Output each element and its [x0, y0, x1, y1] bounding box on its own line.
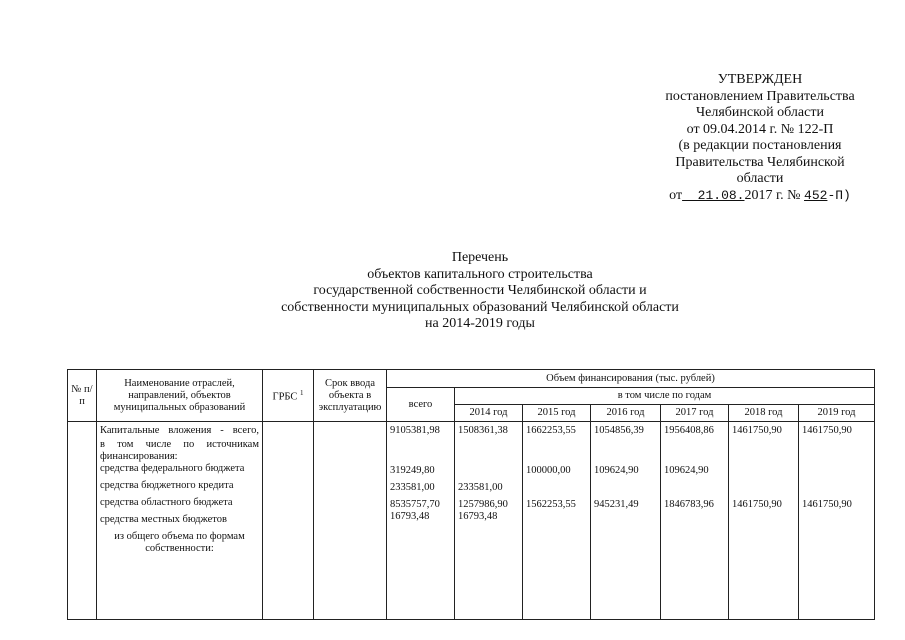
- approval-line: области: [736, 171, 784, 186]
- approval-line: от 09.04.2014 г. № 122-П: [686, 121, 834, 137]
- header-year: 2017 год: [661, 405, 729, 422]
- cell-values-2014: [455, 422, 523, 620]
- cell-num: [68, 422, 97, 620]
- header-finance: Объем финансирования (тыс. рублей): [387, 370, 875, 388]
- header-by-years: в том числе по годам: [455, 388, 875, 405]
- value: 1461750,90: [802, 425, 852, 436]
- cell-values-total: [387, 422, 455, 620]
- value: [732, 465, 795, 477]
- approval-signature-line: [600, 188, 905, 205]
- value: 16793,48: [390, 511, 430, 522]
- table-row: [68, 422, 875, 620]
- value: 1461750,90: [802, 499, 852, 510]
- row-name: средства бюджетного кредита: [100, 480, 234, 491]
- value: 233581,00: [390, 482, 435, 493]
- value: 1257986,90: [458, 499, 508, 510]
- value: [802, 465, 871, 477]
- value: 9105381,98: [390, 425, 440, 436]
- value: 1662253,55: [526, 425, 576, 436]
- cell-values-2015: [523, 422, 591, 620]
- row-name: Капитальные вложения - всего,: [100, 425, 259, 436]
- header-year: 2015 год: [523, 405, 591, 422]
- financing-table: [67, 369, 875, 620]
- value: 1956408,86: [664, 425, 714, 436]
- value: 109624,90: [594, 465, 639, 476]
- approval-sig-number: 452: [804, 187, 828, 203]
- cell-names: [97, 422, 263, 620]
- value: [802, 482, 871, 494]
- approval-line: Челябинской области: [696, 105, 824, 120]
- row-name: в том числе по источникам: [100, 439, 259, 450]
- header-year: 2019 год: [799, 405, 875, 422]
- title-line: Перечень: [451, 250, 509, 265]
- approval-line: (в редакции постановления: [678, 138, 842, 153]
- document-title: [200, 250, 760, 333]
- value: 319249,80: [390, 465, 435, 476]
- header-total: всего: [387, 388, 455, 422]
- value: 1054856,39: [594, 425, 644, 436]
- approval-sig-year: 2017 г. №: [744, 187, 801, 203]
- approval-line: Правительства Челябинской: [675, 154, 845, 170]
- header-year: 2018 год: [729, 405, 799, 422]
- value: 1461750,90: [732, 425, 782, 436]
- value: 233581,00: [458, 482, 503, 493]
- title-line: государственной собственности Челябинской области и: [313, 283, 647, 298]
- row-name: из общего объема по формам собственности:: [114, 531, 245, 554]
- approval-sig-prefix: от: [669, 187, 683, 203]
- approval-block: [600, 72, 905, 204]
- row-name: финансирования:: [100, 451, 178, 462]
- header-year: 2014 год: [455, 405, 523, 422]
- title-line: объектов капитального строительства: [367, 266, 593, 282]
- cell-values-2017: [661, 422, 729, 620]
- row-name: средства местных бюджетов: [100, 514, 227, 525]
- value: 109624,90: [664, 465, 709, 476]
- value: 100000,00: [526, 465, 571, 476]
- approval-line: постановлением Правительства: [665, 88, 855, 104]
- header-grbs: [263, 370, 314, 422]
- title-line: на 2014-2019 годы: [425, 316, 535, 331]
- cell-values-2016: [591, 422, 661, 620]
- value: [594, 482, 657, 494]
- cell-values-2018: [729, 422, 799, 620]
- value: 1508361,38: [458, 425, 508, 436]
- row-name: средства областного бюджета: [100, 497, 233, 508]
- header-grbs-footnote: 1: [300, 389, 304, 398]
- cell-term: [314, 422, 387, 620]
- value: 16793,48: [458, 511, 498, 522]
- value: 945231,49: [594, 499, 639, 510]
- header-name: Наименование отраслей, направлений, объектов муниципальных образований: [97, 370, 263, 422]
- value: 1562253,55: [526, 499, 576, 510]
- approval-heading: УТВЕРЖДЕН: [717, 72, 803, 87]
- cell-values-2019: [799, 422, 875, 620]
- value: [458, 465, 519, 477]
- approval-sig-suffix: -П): [827, 187, 851, 203]
- value: 1461750,90: [732, 499, 782, 510]
- value: [732, 482, 795, 494]
- title-line: собственности муниципальных образований Челябинской области: [281, 299, 679, 315]
- row-name: средства федерального бюджета: [100, 463, 245, 474]
- value: [664, 482, 725, 494]
- approval-sig-date: 21.08.: [682, 187, 745, 203]
- value: [526, 482, 587, 494]
- header-term: Срок ввода объекта в эксплуатацию: [314, 370, 387, 422]
- value: 8535757,70: [390, 499, 440, 510]
- header-num: № п/п: [68, 370, 97, 422]
- cell-grbs: [263, 422, 314, 620]
- header-year: 2016 год: [591, 405, 661, 422]
- value: 1846783,96: [664, 499, 714, 510]
- header-grbs-label: ГРБС: [272, 391, 298, 403]
